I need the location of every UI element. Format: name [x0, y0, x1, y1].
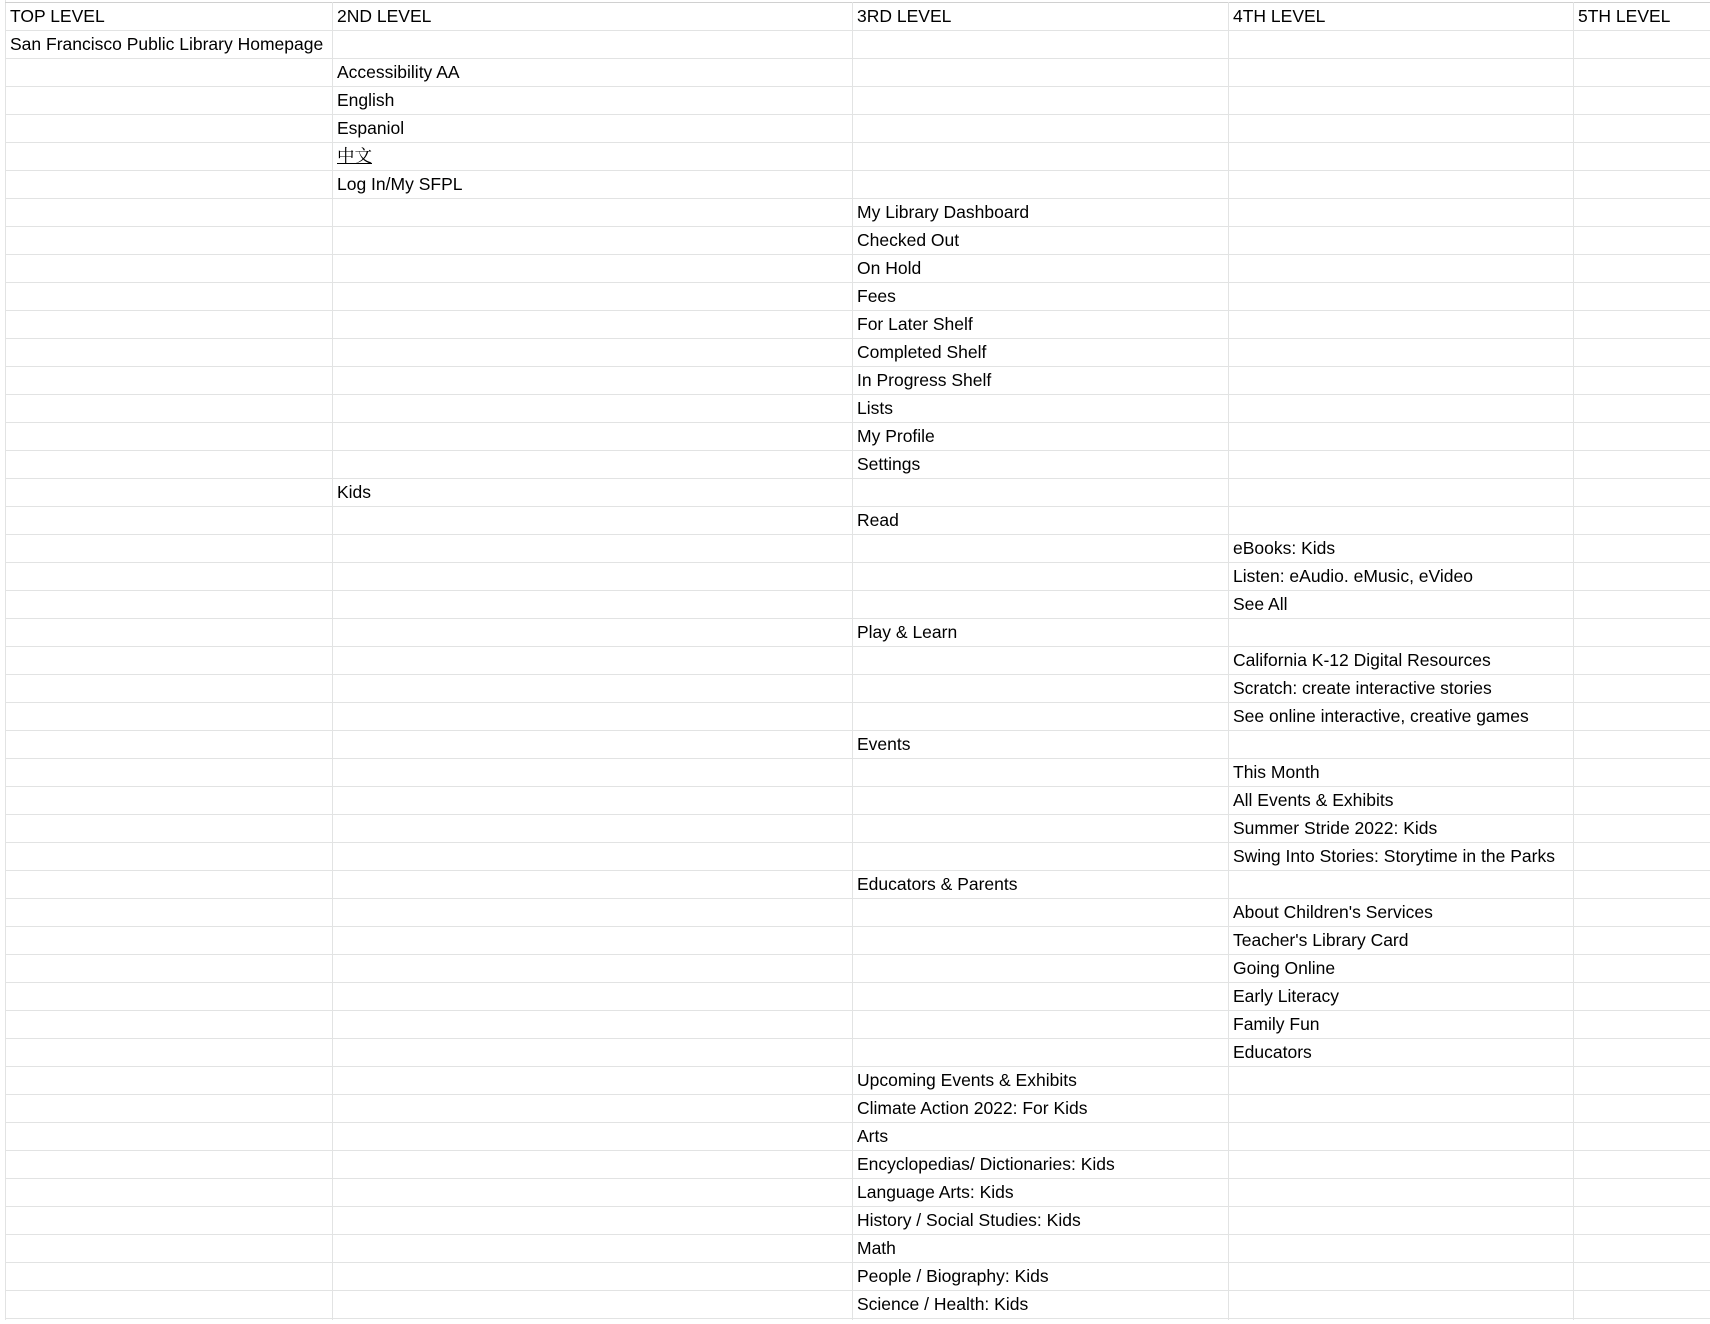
table-row	[6, 647, 1710, 675]
cell-3rd-level[interactable]: Play & Learn	[853, 619, 1229, 647]
cell-2nd-level[interactable]	[333, 451, 853, 479]
table-row	[6, 1067, 1710, 1095]
cell-top-level[interactable]	[6, 451, 333, 479]
cell-3rd-level[interactable]	[853, 535, 1229, 563]
cell-4th-level[interactable]: Family Fun	[1229, 1011, 1574, 1039]
cell-4th-level[interactable]	[1229, 1095, 1574, 1123]
cell-top-level[interactable]	[6, 619, 333, 647]
cell-5th-level[interactable]	[1574, 815, 1710, 843]
cell-top-level[interactable]	[6, 143, 333, 171]
cell-5th-level[interactable]	[1574, 31, 1710, 59]
cell-top-level[interactable]	[6, 983, 333, 1011]
cell-5th-level[interactable]	[1574, 619, 1710, 647]
table-row	[6, 227, 1710, 255]
column-header-5th-level[interactable]: 5TH LEVEL	[1574, 3, 1710, 31]
cell-4th-level[interactable]: See All	[1229, 591, 1574, 619]
cell-3rd-level[interactable]	[853, 675, 1229, 703]
cell-4th-level[interactable]	[1229, 619, 1574, 647]
cell-top-level[interactable]	[6, 311, 333, 339]
table-row	[6, 983, 1710, 1011]
cell-top-level[interactable]	[6, 479, 333, 507]
cell-2nd-level[interactable]	[333, 1291, 853, 1319]
cell-2nd-level[interactable]	[333, 507, 853, 535]
cell-4th-level[interactable]: Summer Stride 2022: Kids	[1229, 815, 1574, 843]
cell-5th-level[interactable]	[1574, 1263, 1710, 1291]
cell-5th-level[interactable]	[1574, 759, 1710, 787]
table-row	[6, 955, 1710, 983]
table-row	[6, 1207, 1710, 1235]
cell-3rd-level[interactable]	[853, 479, 1229, 507]
cell-4th-level[interactable]: See online interactive, creative games	[1229, 703, 1574, 731]
table-row	[6, 1123, 1710, 1151]
bottom-edge	[0, 1320, 1710, 1324]
cell-2nd-level[interactable]	[333, 1011, 853, 1039]
cell-2nd-level[interactable]: Kids	[333, 479, 853, 507]
cell-3rd-level[interactable]	[853, 171, 1229, 199]
cell-2nd-level[interactable]	[333, 227, 853, 255]
cell-top-level[interactable]	[6, 759, 333, 787]
cell-5th-level[interactable]	[1574, 647, 1710, 675]
cell-3rd-level[interactable]	[853, 983, 1229, 1011]
table-row	[6, 535, 1710, 563]
cell-top-level[interactable]	[6, 871, 333, 899]
cell-5th-level[interactable]	[1574, 395, 1710, 423]
cell-2nd-level[interactable]	[333, 983, 853, 1011]
table-row	[6, 899, 1710, 927]
cell-5th-level[interactable]	[1574, 87, 1710, 115]
cell-4th-level[interactable]: Teacher's Library Card	[1229, 927, 1574, 955]
cell-top-level[interactable]	[6, 199, 333, 227]
table-row	[6, 115, 1710, 143]
table-row	[6, 31, 1710, 59]
table-row	[6, 675, 1710, 703]
table-row	[6, 703, 1710, 731]
table-row	[6, 479, 1710, 507]
cell-3rd-level[interactable]: For Later Shelf	[853, 311, 1229, 339]
cell-4th-level[interactable]	[1229, 143, 1574, 171]
cell-2nd-level[interactable]	[333, 731, 853, 759]
cell-top-level[interactable]	[6, 675, 333, 703]
cell-5th-level[interactable]	[1574, 1291, 1710, 1319]
cell-4th-level[interactable]	[1229, 1263, 1574, 1291]
cell-4th-level[interactable]: Going Online	[1229, 955, 1574, 983]
table-row	[6, 591, 1710, 619]
cell-4th-level[interactable]: All Events & Exhibits	[1229, 787, 1574, 815]
cell-3rd-level[interactable]: Completed Shelf	[853, 339, 1229, 367]
cell-top-level[interactable]	[6, 1039, 333, 1067]
cell-2nd-level[interactable]	[333, 1039, 853, 1067]
table-row	[6, 395, 1710, 423]
cell-4th-level[interactable]	[1229, 31, 1574, 59]
cell-5th-level[interactable]	[1574, 283, 1710, 311]
cell-top-level[interactable]	[6, 87, 333, 115]
cell-5th-level[interactable]	[1574, 843, 1710, 871]
cell-top-level[interactable]	[6, 1235, 333, 1263]
cell-5th-level[interactable]	[1574, 507, 1710, 535]
cell-5th-level[interactable]	[1574, 1179, 1710, 1207]
cell-3rd-level[interactable]: Events	[853, 731, 1229, 759]
cell-top-level[interactable]	[6, 59, 333, 87]
cell-5th-level[interactable]	[1574, 675, 1710, 703]
cell-3rd-level[interactable]	[853, 591, 1229, 619]
cell-3rd-level[interactable]	[853, 1011, 1229, 1039]
cell-5th-level[interactable]	[1574, 871, 1710, 899]
cell-top-level[interactable]	[6, 367, 333, 395]
cell-4th-level[interactable]	[1229, 871, 1574, 899]
cell-5th-level[interactable]	[1574, 367, 1710, 395]
cell-4th-level[interactable]: Listen: eAudio. eMusic, eVideo	[1229, 563, 1574, 591]
table-row	[6, 143, 1710, 171]
cell-top-level[interactable]	[6, 283, 333, 311]
column-header-3rd-level[interactable]: 3RD LEVEL	[853, 3, 1229, 31]
cell-2nd-level[interactable]	[333, 759, 853, 787]
cell-5th-level[interactable]	[1574, 983, 1710, 1011]
cell-2nd-level[interactable]	[333, 619, 853, 647]
cell-5th-level[interactable]	[1574, 1235, 1710, 1263]
cell-2nd-level[interactable]	[333, 1151, 853, 1179]
cell-5th-level[interactable]	[1574, 1207, 1710, 1235]
cell-top-level[interactable]	[6, 1011, 333, 1039]
cell-3rd-level[interactable]	[853, 1039, 1229, 1067]
cell-3rd-level[interactable]: Educators & Parents	[853, 871, 1229, 899]
cell-5th-level[interactable]	[1574, 591, 1710, 619]
table-row	[6, 423, 1710, 451]
cell-top-level[interactable]	[6, 1291, 333, 1319]
cell-4th-level[interactable]	[1229, 59, 1574, 87]
cell-2nd-level[interactable]	[333, 787, 853, 815]
cell-top-level[interactable]: San Francisco Public Library Homepage	[6, 31, 333, 59]
cell-3rd-level[interactable]: People / Biography: Kids	[853, 1263, 1229, 1291]
table-row	[6, 815, 1710, 843]
cell-4th-level[interactable]	[1229, 423, 1574, 451]
cell-5th-level[interactable]	[1574, 731, 1710, 759]
grid-body	[6, 31, 1710, 1324]
table-row	[6, 927, 1710, 955]
table-row	[6, 563, 1710, 591]
table-row	[6, 787, 1710, 815]
cell-top-level[interactable]	[6, 227, 333, 255]
cell-4th-level[interactable]: Educators	[1229, 1039, 1574, 1067]
cell-2nd-level[interactable]: Log In/My SFPL	[333, 171, 853, 199]
cell-4th-level[interactable]	[1229, 339, 1574, 367]
cell-3rd-level[interactable]	[853, 955, 1229, 983]
cell-3rd-level[interactable]: Language Arts: Kids	[853, 1179, 1229, 1207]
cell-top-level[interactable]	[6, 815, 333, 843]
cell-3rd-level[interactable]	[853, 115, 1229, 143]
cell-5th-level[interactable]	[1574, 1095, 1710, 1123]
cell-3rd-level[interactable]	[853, 759, 1229, 787]
cell-2nd-level[interactable]	[333, 899, 853, 927]
cell-2nd-level[interactable]: English	[333, 87, 853, 115]
cell-4th-level[interactable]	[1229, 1151, 1574, 1179]
cell-2nd-level[interactable]: 中文	[333, 143, 853, 171]
cell-top-level[interactable]	[6, 1179, 333, 1207]
cell-4th-level[interactable]	[1229, 1067, 1574, 1095]
cell-2nd-level[interactable]	[333, 675, 853, 703]
cell-5th-level[interactable]	[1574, 171, 1710, 199]
cell-2nd-level[interactable]	[333, 815, 853, 843]
cell-3rd-level[interactable]: In Progress Shelf	[853, 367, 1229, 395]
cell-5th-level[interactable]	[1574, 535, 1710, 563]
cell-2nd-level[interactable]	[333, 703, 853, 731]
cell-5th-level[interactable]	[1574, 787, 1710, 815]
cell-2nd-level[interactable]	[333, 395, 853, 423]
cell-2nd-level[interactable]	[333, 1067, 853, 1095]
cell-3rd-level[interactable]: Climate Action 2022: For Kids	[853, 1095, 1229, 1123]
cell-4th-level[interactable]	[1229, 283, 1574, 311]
cell-top-level[interactable]	[6, 115, 333, 143]
cell-5th-level[interactable]	[1574, 1151, 1710, 1179]
cell-5th-level[interactable]	[1574, 1067, 1710, 1095]
table-row	[6, 1291, 1710, 1319]
table-row	[6, 1039, 1710, 1067]
cell-2nd-level[interactable]: Accessibility AA	[333, 59, 853, 87]
cell-5th-level[interactable]	[1574, 1011, 1710, 1039]
cell-4th-level[interactable]	[1229, 115, 1574, 143]
cell-5th-level[interactable]	[1574, 479, 1710, 507]
cell-3rd-level[interactable]	[853, 843, 1229, 871]
cell-2nd-level[interactable]	[333, 535, 853, 563]
cell-top-level[interactable]	[6, 395, 333, 423]
cell-5th-level[interactable]	[1574, 143, 1710, 171]
table-row	[6, 871, 1710, 899]
cell-4th-level[interactable]	[1229, 1235, 1574, 1263]
cell-4th-level[interactable]	[1229, 451, 1574, 479]
cell-3rd-level[interactable]	[853, 143, 1229, 171]
header-row	[6, 3, 1710, 31]
cell-3rd-level[interactable]: Read	[853, 507, 1229, 535]
cell-3rd-level[interactable]: My Library Dashboard	[853, 199, 1229, 227]
cell-3rd-level[interactable]: Science / Health: Kids	[853, 1291, 1229, 1319]
cell-top-level[interactable]	[6, 787, 333, 815]
cell-4th-level[interactable]: eBooks: Kids	[1229, 535, 1574, 563]
cell-4th-level[interactable]: About Children's Services	[1229, 899, 1574, 927]
cell-2nd-level[interactable]	[333, 339, 853, 367]
cell-5th-level[interactable]	[1574, 311, 1710, 339]
cell-5th-level[interactable]	[1574, 59, 1710, 87]
cell-4th-level[interactable]	[1229, 1123, 1574, 1151]
table-row	[6, 367, 1710, 395]
table-row	[6, 199, 1710, 227]
cell-3rd-level[interactable]: Fees	[853, 283, 1229, 311]
column-header-2nd-level[interactable]: 2ND LEVEL	[333, 3, 853, 31]
cell-3rd-level[interactable]	[853, 563, 1229, 591]
table-row	[6, 1179, 1710, 1207]
cell-3rd-level[interactable]	[853, 647, 1229, 675]
cell-3rd-level[interactable]: Encyclopedias/ Dictionaries: Kids	[853, 1151, 1229, 1179]
cell-2nd-level[interactable]	[333, 1263, 853, 1291]
cell-3rd-level[interactable]: On Hold	[853, 255, 1229, 283]
cell-3rd-level[interactable]	[853, 59, 1229, 87]
cell-2nd-level[interactable]	[333, 1235, 853, 1263]
cell-3rd-level[interactable]: My Profile	[853, 423, 1229, 451]
table-row	[6, 171, 1710, 199]
cell-top-level[interactable]	[6, 563, 333, 591]
cell-top-level[interactable]	[6, 535, 333, 563]
cell-2nd-level[interactable]	[333, 31, 853, 59]
cell-2nd-level[interactable]	[333, 563, 853, 591]
cell-top-level[interactable]	[6, 843, 333, 871]
cell-3rd-level[interactable]: Arts	[853, 1123, 1229, 1151]
table-row	[6, 59, 1710, 87]
cell-3rd-level[interactable]	[853, 815, 1229, 843]
cell-top-level[interactable]	[6, 899, 333, 927]
cell-4th-level[interactable]	[1229, 1179, 1574, 1207]
cell-2nd-level[interactable]	[333, 871, 853, 899]
table-row	[6, 731, 1710, 759]
cell-5th-level[interactable]	[1574, 451, 1710, 479]
table-row	[6, 311, 1710, 339]
table-row	[6, 619, 1710, 647]
table-row	[6, 507, 1710, 535]
cell-2nd-level[interactable]	[333, 1179, 853, 1207]
cell-3rd-level[interactable]	[853, 31, 1229, 59]
cell-5th-level[interactable]	[1574, 563, 1710, 591]
cell-4th-level[interactable]	[1229, 1207, 1574, 1235]
cell-5th-level[interactable]	[1574, 423, 1710, 451]
cell-4th-level[interactable]	[1229, 479, 1574, 507]
cell-2nd-level[interactable]: Espaniol	[333, 115, 853, 143]
cell-top-level[interactable]	[6, 1151, 333, 1179]
cell-5th-level[interactable]	[1574, 955, 1710, 983]
cell-2nd-level[interactable]	[333, 927, 853, 955]
table-row	[6, 283, 1710, 311]
cell-5th-level[interactable]	[1574, 1039, 1710, 1067]
column-header-4th-level[interactable]: 4TH LEVEL	[1229, 3, 1574, 31]
cell-top-level[interactable]	[6, 927, 333, 955]
cell-2nd-level[interactable]	[333, 591, 853, 619]
cell-top-level[interactable]	[6, 1067, 333, 1095]
table-row	[6, 1151, 1710, 1179]
cell-5th-level[interactable]	[1574, 115, 1710, 143]
cell-top-level[interactable]	[6, 731, 333, 759]
cell-5th-level[interactable]	[1574, 703, 1710, 731]
cell-top-level[interactable]	[6, 703, 333, 731]
cell-top-level[interactable]	[6, 1207, 333, 1235]
cell-2nd-level[interactable]	[333, 255, 853, 283]
table-row	[6, 1263, 1710, 1291]
cell-top-level[interactable]	[6, 1095, 333, 1123]
cell-4th-level[interactable]: Swing Into Stories: Storytime in the Parks	[1229, 843, 1574, 871]
cell-top-level[interactable]	[6, 507, 333, 535]
cell-2nd-level[interactable]	[333, 955, 853, 983]
table-row	[6, 1235, 1710, 1263]
cell-4th-level[interactable]: This Month	[1229, 759, 1574, 787]
cell-4th-level[interactable]	[1229, 367, 1574, 395]
cell-3rd-level[interactable]: Settings	[853, 451, 1229, 479]
cell-4th-level[interactable]: California K-12 Digital Resources	[1229, 647, 1574, 675]
cell-2nd-level[interactable]	[333, 1123, 853, 1151]
cell-top-level[interactable]	[6, 1123, 333, 1151]
cell-top-level[interactable]	[6, 339, 333, 367]
cell-4th-level[interactable]	[1229, 227, 1574, 255]
cell-top-level[interactable]	[6, 171, 333, 199]
cell-2nd-level[interactable]	[333, 283, 853, 311]
cell-4th-level[interactable]	[1229, 311, 1574, 339]
cell-2nd-level[interactable]	[333, 311, 853, 339]
cell-4th-level[interactable]	[1229, 87, 1574, 115]
cell-2nd-level[interactable]	[333, 647, 853, 675]
cell-4th-level[interactable]	[1229, 199, 1574, 227]
cell-top-level[interactable]	[6, 423, 333, 451]
column-header-top-level[interactable]: TOP LEVEL	[6, 3, 333, 31]
cell-5th-level[interactable]	[1574, 927, 1710, 955]
cell-3rd-level[interactable]: Checked Out	[853, 227, 1229, 255]
cell-4th-level[interactable]	[1229, 395, 1574, 423]
cell-2nd-level[interactable]	[333, 199, 853, 227]
cell-4th-level[interactable]: Early Literacy	[1229, 983, 1574, 1011]
table-row	[6, 1011, 1710, 1039]
cell-top-level[interactable]	[6, 255, 333, 283]
cell-5th-level[interactable]	[1574, 199, 1710, 227]
cell-top-level[interactable]	[6, 591, 333, 619]
cell-4th-level[interactable]	[1229, 171, 1574, 199]
cell-5th-level[interactable]	[1574, 255, 1710, 283]
cell-4th-level[interactable]	[1229, 507, 1574, 535]
cell-3rd-level[interactable]	[853, 899, 1229, 927]
cell-2nd-level[interactable]	[333, 1095, 853, 1123]
cell-3rd-level[interactable]: Upcoming Events & Exhibits	[853, 1067, 1229, 1095]
cell-3rd-level[interactable]	[853, 87, 1229, 115]
cell-3rd-level[interactable]: Math	[853, 1235, 1229, 1263]
table-row	[6, 451, 1710, 479]
cell-3rd-level[interactable]: Lists	[853, 395, 1229, 423]
cell-2nd-level[interactable]	[333, 843, 853, 871]
table-row	[6, 255, 1710, 283]
cell-top-level[interactable]	[6, 647, 333, 675]
cell-5th-level[interactable]	[1574, 1123, 1710, 1151]
cell-4th-level[interactable]	[1229, 1291, 1574, 1319]
cell-5th-level[interactable]	[1574, 899, 1710, 927]
cell-4th-level[interactable]: Scratch: create interactive stories	[1229, 675, 1574, 703]
cell-4th-level[interactable]	[1229, 731, 1574, 759]
table-row	[6, 1095, 1710, 1123]
sitemap-grid	[5, 2, 1710, 1324]
table-row	[6, 87, 1710, 115]
cell-5th-level[interactable]	[1574, 227, 1710, 255]
cell-3rd-level[interactable]	[853, 927, 1229, 955]
cell-2nd-level[interactable]	[333, 423, 853, 451]
cell-2nd-level[interactable]	[333, 1207, 853, 1235]
cell-3rd-level[interactable]	[853, 787, 1229, 815]
table-row	[6, 339, 1710, 367]
cell-top-level[interactable]	[6, 955, 333, 983]
cell-3rd-level[interactable]	[853, 703, 1229, 731]
cell-5th-level[interactable]	[1574, 339, 1710, 367]
table-row	[6, 843, 1710, 871]
cell-2nd-level[interactable]	[333, 367, 853, 395]
cell-4th-level[interactable]	[1229, 255, 1574, 283]
cell-top-level[interactable]	[6, 1263, 333, 1291]
table-row	[6, 759, 1710, 787]
cell-3rd-level[interactable]: History / Social Studies: Kids	[853, 1207, 1229, 1235]
